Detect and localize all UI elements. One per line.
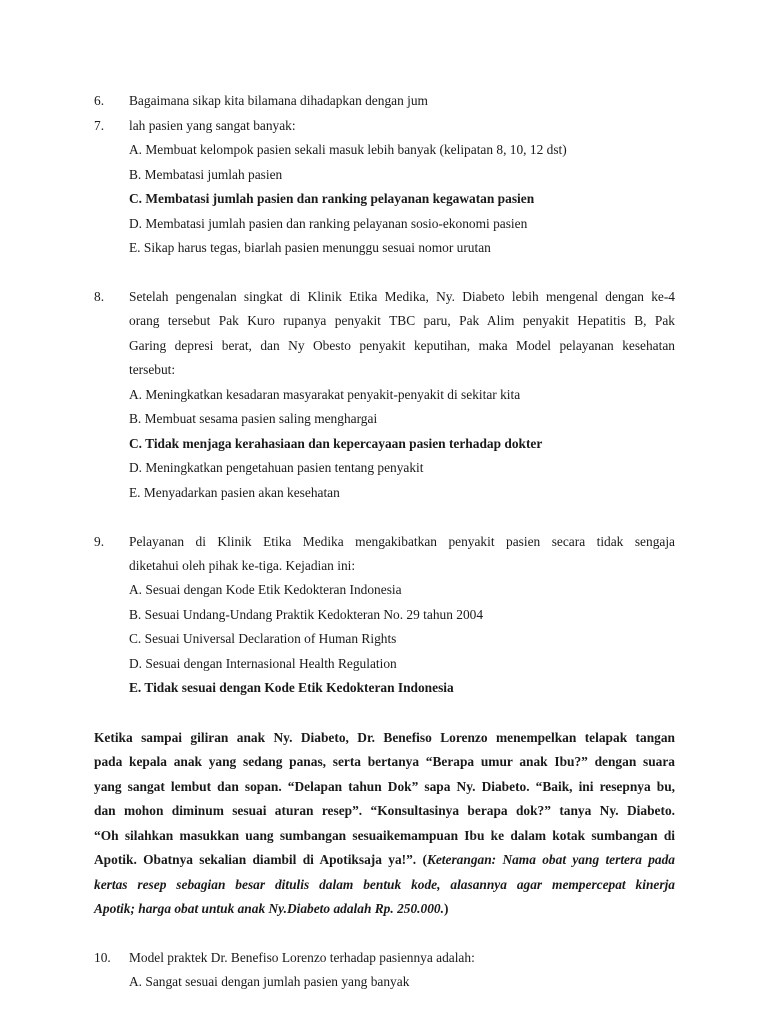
question-8-line-2: orang tersebut Pak Kuro rupanya penyakit TBC paru, Pak Alim penyakit Hepatitis B, Pak bbox=[129, 313, 675, 328]
story-line-5: “Oh silahkan masukkan uang sumbangan sesuaikemampuan Ibu ke dalam kotak sumbangan di bbox=[94, 828, 675, 843]
story-line-6-normal: Apotik. Obatnya sekalian diambil di Apotiksaja ya!”. ( bbox=[94, 852, 427, 867]
question-7-text: lah pasien yang sangat banyak: bbox=[129, 118, 296, 133]
story-line-8 bbox=[94, 900, 448, 918]
question-7-option-d: D. Membatasi jumlah pasien dan ranking pelayanan sosio-ekonomi pasien bbox=[129, 216, 528, 231]
question-9-option-b: B. Sesuai Undang-Undang Praktik Kedokteran No. 29 tahun 2004 bbox=[129, 607, 484, 622]
question-6-number: 6. bbox=[94, 93, 105, 108]
story-line-8-italic: Apotik; harga obat untuk anak Ny.Diabeto adalah Rp. 250.000. bbox=[94, 901, 444, 916]
question-9-line-2: diketahui oleh pihak ke-tiga. Kejadian ini: bbox=[129, 558, 356, 573]
story-line-6 bbox=[94, 851, 675, 869]
story-line-6-italic: Keterangan: Nama obat yang tertera pada bbox=[426, 852, 675, 867]
question-8-option-d: D. Meningkatkan pengetahuan pasien tentang penyakit bbox=[129, 460, 424, 475]
question-9-line-1: Pelayanan di Klinik Etika Medika mengakibatkan penyakit pasien secara tidak sengaja bbox=[129, 534, 675, 549]
question-6-text: Bagaimana sikap kita bilamana dihadapkan dengan jum bbox=[129, 93, 428, 108]
question-8-option-b: B. Membuat sesama pasien saling menghargai bbox=[129, 411, 378, 426]
story-line-2: pada kepala anak yang sedang panas, serta bertanya “Berapa umur anak Ibu?” dengan suara bbox=[94, 754, 675, 769]
story-line-4: dan mohon diminum sesuai aturan resep”. “Konsultasinya berapa dok?” tanya Ny. Diabeto. bbox=[94, 803, 675, 818]
question-10-option-a: A. Sangat sesuai dengan jumlah pasien yang banyak bbox=[129, 974, 410, 989]
question-9-option-c: C. Sesuai Universal Declaration of Human Rights bbox=[129, 631, 397, 646]
question-8-number: 8. bbox=[94, 289, 105, 304]
story-line-7: kertas resep sebagian besar ditulis dalam bentuk kode, alasannya agar mempercepat kinerja bbox=[94, 877, 675, 892]
question-8-line-1: Setelah pengenalan singkat di Klinik Etika Medika, Ny. Diabeto lebih mengenal dengan ke-4 bbox=[129, 289, 675, 304]
question-8-option-a: A. Meningkatkan kesadaran masyarakat penyakit-penyakit di sekitar kita bbox=[129, 387, 521, 402]
question-7-option-b: B. Membatasi jumlah pasien bbox=[129, 167, 283, 182]
story-line-3: yang sangat lembut dan sopan. “Delapan tahun Dok” sapa Ny. Diabeto. “Baik, ini resepnya bu, bbox=[94, 779, 675, 794]
story-line-1: Ketika sampai giliran anak Ny. Diabeto, Dr. Benefiso Lorenzo menempelkan telapak tangan bbox=[94, 730, 675, 745]
question-8-line-4: tersebut: bbox=[129, 362, 176, 377]
question-9-number: 9. bbox=[94, 534, 105, 549]
question-9-option-d: D. Sesuai dengan Internasional Health Regulation bbox=[129, 656, 397, 671]
question-8-line-3: Garing depresi berat, dan Ny Obesto penyakit keputihan, maka Model pelayanan kesehatan bbox=[129, 338, 675, 353]
question-8-option-c: C. Tidak menjaga kerahasiaan dan kepercayaan pasien terhadap dokter bbox=[129, 436, 543, 451]
question-10-number: 10. bbox=[94, 950, 111, 965]
question-9-option-e: E. Tidak sesuai dengan Kode Etik Kedokteran Indonesia bbox=[129, 680, 454, 695]
question-10-text: Model praktek Dr. Benefiso Lorenzo terhadap pasiennya adalah: bbox=[129, 950, 475, 965]
question-7-option-c: C. Membatasi jumlah pasien dan ranking pelayanan kegawatan pasien bbox=[129, 191, 535, 206]
question-8-option-e: E. Menyadarkan pasien akan kesehatan bbox=[129, 485, 340, 500]
question-7-number: 7. bbox=[94, 118, 105, 133]
question-7-option-a: A. Membuat kelompok pasien sekali masuk lebih banyak (kelipatan 8, 10, 12 dst) bbox=[129, 142, 567, 157]
question-7-option-e: E. Sikap harus tegas, biarlah pasien menunggu sesuai nomor urutan bbox=[129, 240, 491, 255]
question-9-option-a: A. Sesuai dengan Kode Etik Kedokteran Indonesia bbox=[129, 582, 402, 597]
story-line-8-close: ) bbox=[443, 901, 449, 916]
